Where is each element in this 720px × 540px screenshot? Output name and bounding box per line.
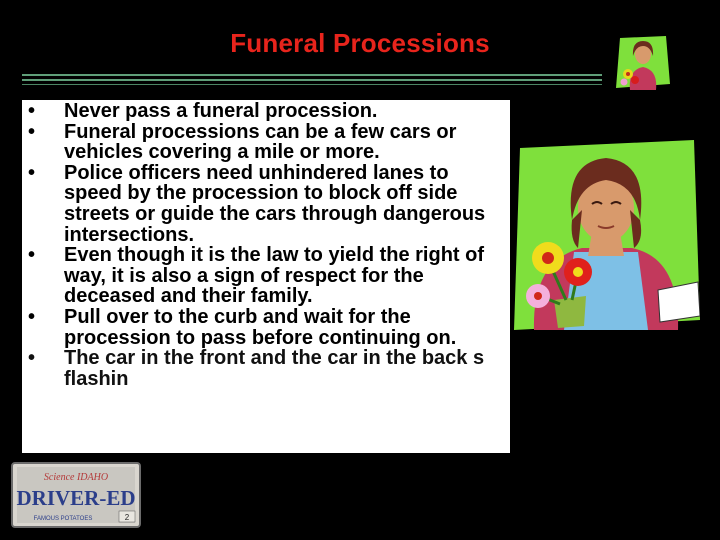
list-item: • Police officers need unhindered lanes to speed by the procession to block off side streets or guide the cars through dangerous intersections. [28,163,508,245]
title-divider [22,74,602,76]
bullet-list [28,101,508,389]
title-divider [22,84,602,85]
list-item: • Funeral processions can be a few cars or vehicles covering a mile or more. [28,122,508,163]
woman-with-flowers-icon [512,140,700,330]
logo-plate-number: 2 [124,513,130,522]
title-divider [22,79,602,81]
logo-main-text: DRIVER-ED [16,486,136,510]
list-item: • The car in the front and the car in the back s flashin [28,348,508,389]
list-item: • Even though it is the law to yield the right of way, it is also a sign of respect for the deceased and their family. [28,245,508,307]
logo-bottom-text: FAMOUS POTATOES [33,516,93,522]
idaho-license-plate-icon [11,462,141,528]
list-item: • Never pass a funeral procession. [28,101,508,122]
slide-title: Funeral Processions [230,28,490,58]
woman-with-flowers-small-icon [616,36,670,90]
logo-top-text: Science IDAHO [43,472,109,483]
list-item: • Pull over to the curb and wait for the procession to pass before continuing on. [28,307,508,348]
